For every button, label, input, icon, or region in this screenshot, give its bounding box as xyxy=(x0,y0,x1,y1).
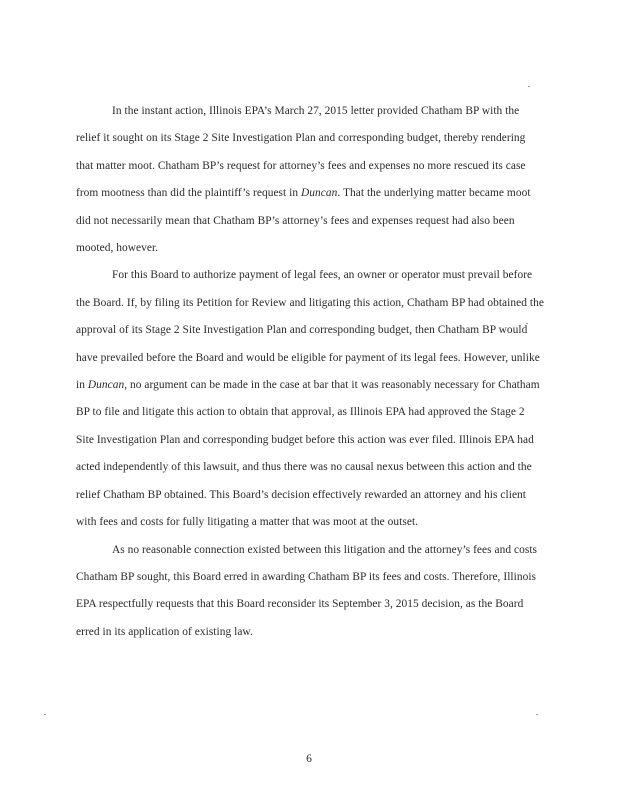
paragraph-3 xyxy=(76,537,544,647)
paragraph-2-text: For this Board to authorize payment of legal fees, an owner or operator must prevail before the Board. If, by filing its Petition for Review and litigating this action, Chatham BP had obtained the approval of its Stage 2 Site Investigation Plan and corresponding budget, then Chatham BP would have prevailed before the Board and would be eligible for payment of its legal fees. However, unlike in xyxy=(76,269,544,392)
scan-speck xyxy=(44,714,46,715)
scan-speck xyxy=(526,323,528,324)
paragraph-1-text-end: . That the underlying matter became moot did not necessarily mean that Chatham BP’s attorney’s fees and expenses request had also been mooted, however. xyxy=(76,187,531,255)
paragraph-2-text-end: , no argument can be made in the case at bar that it was reasonably necessary for Chatham BP to file and litigate this action to obtain that approval, as Illinois EPA had approved the Stage 2 Site Investigation Plan and corresponding budget before this action was ever filed. Illinois EPA had acted independently of this lawsuit, and thus there was no causal nexus between this action and the relief Chatham BP obtained. This Board’s decision effectively rewarded an attorney and his client with fees and costs for fully litigating a matter that was moot at the outset. xyxy=(76,379,540,529)
body-text xyxy=(76,98,544,646)
paragraph-2 xyxy=(76,262,544,536)
scan-speck xyxy=(528,86,530,87)
paragraph-1-text: In the instant action, Illinois EPA’s March 27, 2015 letter provided Chatham BP with the relief it sought on its Stage 2 Site Investigation Plan and corresponding budget, thereby rendering that matter moot. Chatham BP’s request for attorney’s fees and expenses no more rescued its case from mootness than did the plaintiff’s request in xyxy=(76,105,526,200)
scan-speck xyxy=(536,714,538,715)
paragraph-3-text: As no reasonable connection existed between this litigation and the attorney’s fees and costs Chatham BP sought, this Board erred in awarding Chatham BP its fees and costs. Therefore, Illinois EPA respectfully requests that this Board reconsider its September 3, 2015 decision, as the Board erred in its application of existing law. xyxy=(76,543,538,638)
paragraph-1 xyxy=(76,98,544,262)
case-citation-duncan: Duncan xyxy=(301,187,338,200)
page-number: 6 xyxy=(306,753,312,765)
case-citation-duncan: Duncan xyxy=(87,379,125,392)
